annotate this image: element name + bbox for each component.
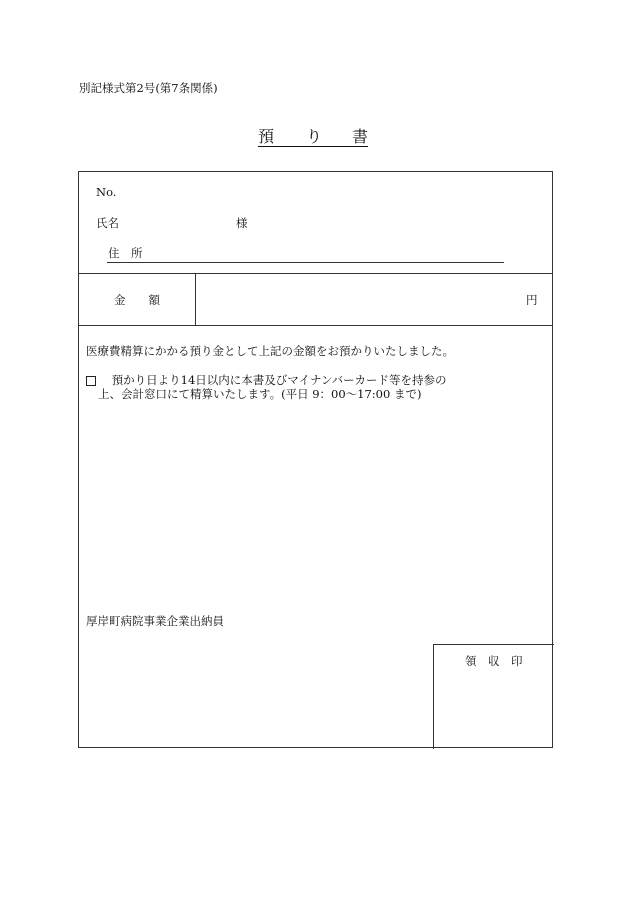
document-title: [258, 124, 368, 147]
divider-amount: [79, 325, 552, 326]
statement-text: 医療費精算にかかる預り金として上記の金額をお預かりいたしました。: [86, 344, 454, 358]
address-underline: [107, 262, 504, 263]
notice-line-1-text: 預かり日より14日以内に本書及びマイナンバーカード等を持参の: [111, 373, 447, 387]
address-label: 住 所: [108, 246, 143, 260]
title-char-1: 預: [258, 127, 275, 146]
yen-unit: 円: [526, 293, 538, 307]
title-char-3: 書: [352, 127, 369, 146]
issuer-name: 厚岸町病院事業企業出納員: [86, 614, 224, 628]
receipt-stamp-box: [433, 644, 554, 749]
honorific-label: 様: [236, 216, 248, 230]
form-reference: 別記様式第2号(第7条関係): [79, 81, 218, 95]
receipt-form-frame: [78, 171, 553, 748]
notice-checkbox[interactable]: [86, 376, 96, 386]
title-char-2: り: [306, 127, 323, 146]
amount-divider: [195, 273, 196, 325]
number-label: No.: [96, 185, 117, 199]
notice-line-2: 上、会計窓口にて精算いたします。(平日 9：00〜17:00 まで): [98, 387, 422, 401]
divider-recipient: [79, 273, 552, 274]
stamp-box-label: 領 収 印: [465, 654, 523, 668]
name-label: 氏名: [96, 216, 119, 230]
amount-label: 金 額: [114, 293, 160, 307]
